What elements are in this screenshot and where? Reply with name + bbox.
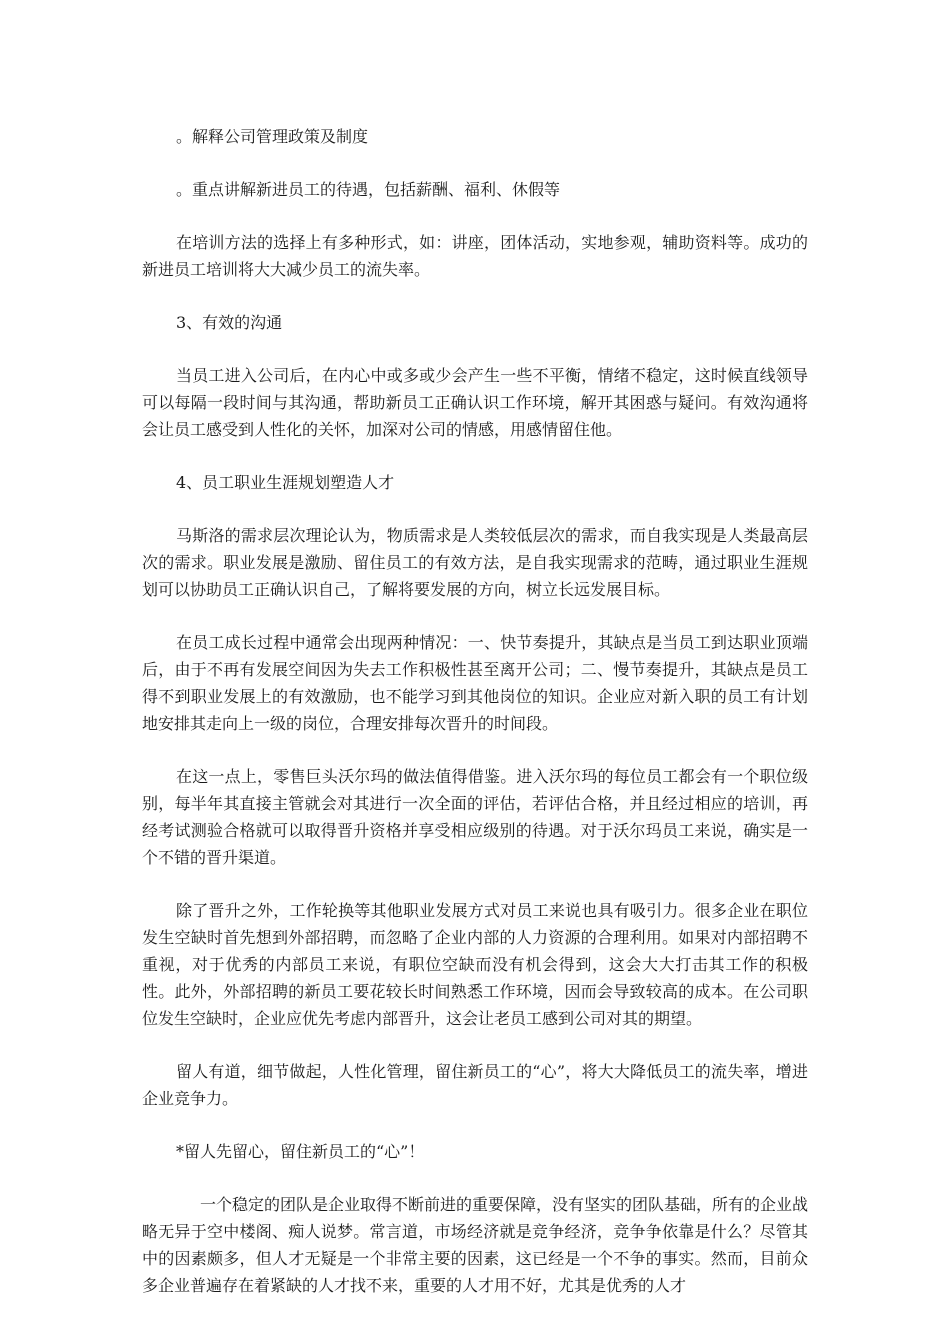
paragraph-promotion-pace: 在员工成长过程中通常会出现两种情况：一、快节奏提升，其缺点是当员工到达职业顶端后，由于不再有发展空间因为失去工作积极性甚至离开公司；二、慢节奏提升，其缺点是员工得不到职业发展上的有效激励，也不能学习到其他岗位的知识。企业应对新入职的员工有计划地安排其走向上一级的岗位，合理安排每次晋升的时间段。 — [142, 633, 808, 733]
bullet-explain-benefits: 。重点讲解新进员工的待遇，包括薪酬、福利、休假等 — [176, 180, 561, 199]
paragraph-walmart: 在这一点上，零售巨头沃尔玛的做法值得借鉴。进入沃尔玛的每位员工都会有一个职位级别，每半年其直接主管就会对其进行一次全面的评估，若评估合格，并且经过相应的培训，再经考试测验合格就可以取得晋升资格并享受相应级别的待遇。对于沃尔玛员工来说，确实是一个不错的晋升渠道。 — [142, 767, 808, 867]
paragraph-job-rotation: 除了晋升之外，工作轮换等其他职业发展方式对员工来说也具有吸引力。很多企业在职位发生空缺时首先想到外部招聘，而忽略了企业内部的人力资源的合理利用。如果对内部招聘不重视，对于优秀的内部员工来说，有职位空缺而没有机会得到，这会大大打击其工作的积极性。此外，外部招聘的新员工要花较长时间熟悉工作环境，因而会导致较高的成本。在公司职位发生空缺时，企业应优先考虑内部晋升，这会让老员工感到公司对其的期望。 — [142, 901, 808, 1028]
section-heading-retain-heart: *留人先留心，留住新员工的“心”！ — [176, 1142, 425, 1161]
bullet-explain-policy: 。解释公司管理政策及制度 — [176, 127, 369, 146]
paragraph-training-methods: 在培训方法的选择上有多种形式，如：讲座，团体活动，实地参观，辅助资料等。成功的新进员工培训将大大减少员工的流失率。 — [142, 233, 808, 279]
paragraph-maslow: 马斯洛的需求层次理论认为，物质需求是人类较低层次的需求，而自我实现是人类最高层次的需求。职业发展是激励、留住员工的有效方法，是自我实现需求的范畴，通过职业生涯规划可以协助员工正确认识自己，了解将要发展的方向，树立长远发展目标。 — [142, 526, 808, 599]
paragraph-retention-summary: 留人有道，细节做起，人性化管理，留住新员工的“心”，将大大降低员工的流失率，增进企业竞争力。 — [142, 1062, 808, 1108]
document-body — [142, 123, 808, 1325]
paragraph-communication: 当员工进入公司后，在内心中或多或少会产生一些不平衡，情绪不稳定，这时候直线领导可以每隔一段时间与其沟通，帮助新员工正确认识工作环境，解开其困惑与疑问。有效沟通将会让员工感受到人性化的关怀，加深对公司的情感，用感情留住他。 — [142, 366, 808, 439]
section-heading-career-planning: 4、员工职业生涯规划塑造人才 — [176, 473, 395, 492]
section-heading-communication: 3、有效的沟通 — [176, 313, 283, 332]
paragraph-stable-team: 一个稳定的团队是企业取得不断前进的重要保障，没有坚实的团队基础，所有的企业战略无异于空中楼阁、痴人说梦。常言道，市场经济就是竞争经济，竞争争依靠是什么？尽管其中的因素颇多，但人才无疑是一个非常主要的因素，这已经是一个不争的事实。然而，目前众多企业普遍存在着紧缺的人才找不来，重要的人才用不好，尤其是优秀的人才 — [142, 1195, 809, 1295]
